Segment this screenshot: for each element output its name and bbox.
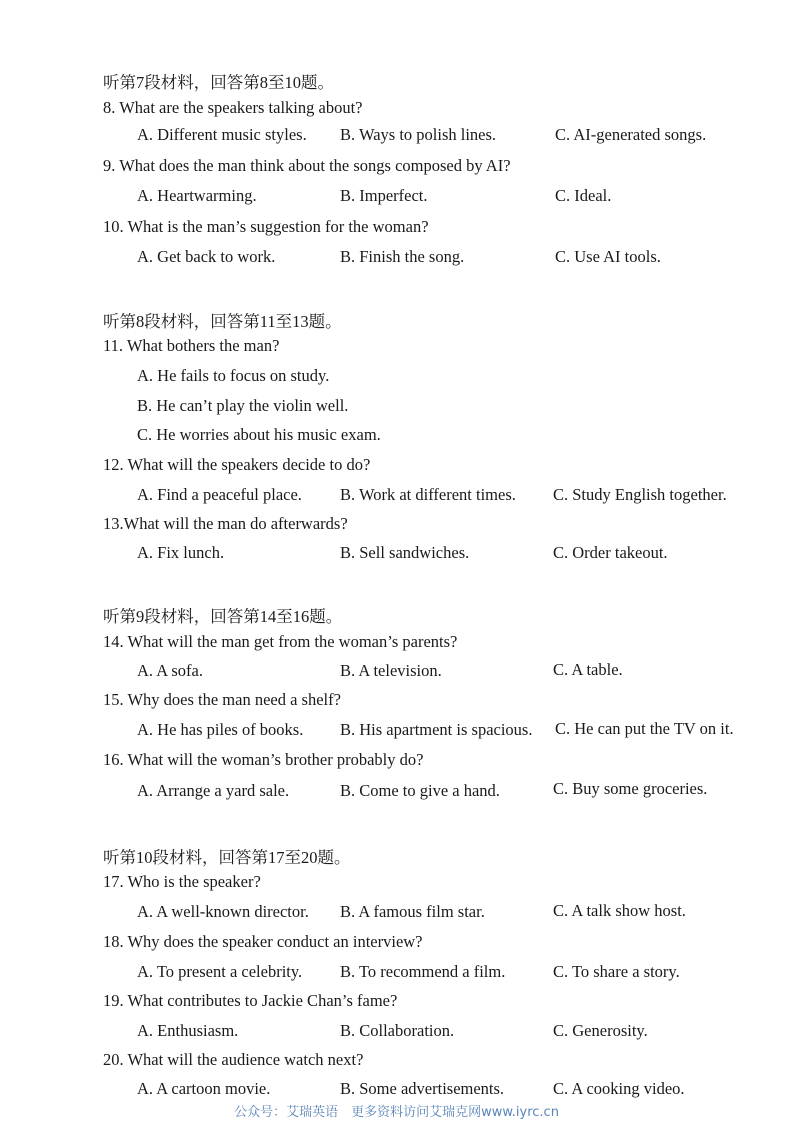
section-header-9: 听第9段材料，回答第14至16题。 [103, 607, 343, 626]
question-13: 13.What will the man do afterwards? [103, 514, 348, 533]
question-13-option-b: B. Sell sandwiches. [340, 543, 470, 562]
question-11-option-a: A. He fails to focus on study. [137, 366, 330, 385]
question-15-option-a: A. He has piles of books. [137, 720, 304, 739]
question-16: 16. What will the woman’s brother probably do? [103, 750, 424, 769]
question-17-option-c: C. A talk show host. [553, 901, 686, 920]
question-15-option-c: C. He can put the TV on it. [555, 719, 734, 738]
question-12: 12. What will the speakers decide to do? [103, 455, 371, 474]
question-17-option-a: A. A well-known director. [137, 902, 309, 921]
question-11-option-c: C. He worries about his music exam. [137, 425, 381, 444]
footer-watermark: 公众号：艾瑞英语 更多资料访问艾瑞克网www.iyrc.cn [234, 1105, 559, 1120]
section-header-7: 听第7段材料，回答第8至10题。 [103, 73, 334, 92]
question-10-option-b: B. Finish the song. [340, 247, 465, 266]
question-15: 15. Why does the man need a shelf? [103, 690, 341, 709]
question-10-option-a: A. Get back to work. [137, 247, 276, 266]
question-10-option-c: C. Use AI tools. [555, 247, 661, 266]
question-13-option-a: A. Fix lunch. [137, 543, 225, 562]
question-11-option-b: B. He can’t play the violin well. [137, 396, 349, 415]
section-header-10: 听第10段材料，回答第17至20题。 [103, 848, 351, 867]
question-17-option-b: B. A famous film star. [340, 902, 485, 921]
question-9-option-a: A. Heartwarming. [137, 186, 257, 205]
question-18-option-c: C. To share a story. [553, 962, 680, 981]
question-18: 18. Why does the speaker conduct an interview? [103, 932, 423, 951]
question-14: 14. What will the man get from the woman’s parents? [103, 632, 458, 651]
question-19-option-b: B. Collaboration. [340, 1021, 455, 1040]
question-16-option-c: C. Buy some groceries. [553, 779, 708, 798]
question-16-option-b: B. Come to give a hand. [340, 781, 500, 800]
question-8-option-a: A. Different music styles. [137, 125, 307, 144]
question-8-option-c: C. AI-generated songs. [555, 125, 707, 144]
question-18-option-b: B. To recommend a film. [340, 962, 506, 981]
question-14-option-b: B. A television. [340, 661, 442, 680]
question-20-option-a: A. A cartoon movie. [137, 1079, 271, 1098]
question-19: 19. What contributes to Jackie Chan’s fame? [103, 991, 398, 1010]
question-19-option-a: A. Enthusiasm. [137, 1021, 239, 1040]
question-20-option-b: B. Some advertisements. [340, 1079, 505, 1098]
question-11: 11. What bothers the man? [103, 336, 280, 355]
question-20: 20. What will the audience watch next? [103, 1050, 364, 1069]
question-14-option-a: A. A sofa. [137, 661, 203, 680]
question-8-option-b: B. Ways to polish lines. [340, 125, 497, 144]
question-9-option-c: C. Ideal. [555, 186, 612, 205]
question-9: 9. What does the man think about the songs composed by AI? [103, 156, 511, 175]
question-17: 17. Who is the speaker? [103, 872, 261, 891]
question-20-option-c: C. A cooking video. [553, 1079, 685, 1098]
question-18-option-a: A. To present a celebrity. [137, 962, 303, 981]
question-8: 8. What are the speakers talking about? [103, 98, 363, 117]
question-12-option-a: A. Find a peaceful place. [137, 485, 302, 504]
question-10: 10. What is the man’s suggestion for the woman? [103, 217, 429, 236]
question-9-option-b: B. Imperfect. [340, 186, 428, 205]
question-15-option-b: B. His apartment is spacious. [340, 720, 533, 739]
question-16-option-a: A. Arrange a yard sale. [137, 781, 290, 800]
section-header-8: 听第8段材料，回答第11至13题。 [103, 312, 342, 331]
question-14-option-c: C. A table. [553, 660, 623, 679]
question-12-option-c: C. Study English together. [553, 485, 727, 504]
question-13-option-c: C. Order takeout. [553, 543, 668, 562]
question-19-option-c: C. Generosity. [553, 1021, 648, 1040]
question-12-option-b: B. Work at different times. [340, 485, 516, 504]
